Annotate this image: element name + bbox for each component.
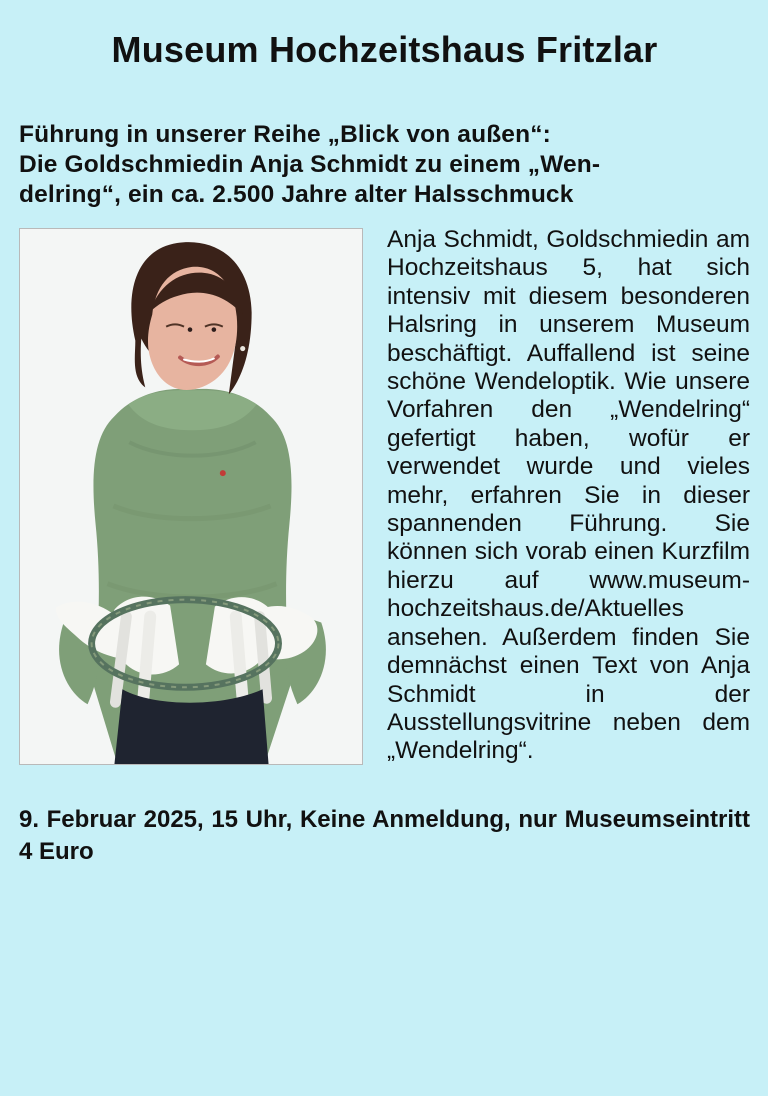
event-details: 9. Februar 2025, 15 Uhr, Keine Anmeldung, nur Museumseintritt 4 Euro [19, 805, 750, 865]
subhead-line: Die Goldschmiedin Anja Schmidt zu einem „Wen- [19, 151, 601, 178]
article-subhead [19, 120, 750, 210]
article-content [19, 226, 750, 868]
page-title: Museum Hochzeitshaus Fritzlar [111, 29, 658, 70]
subhead-line: Führung in unserer Reihe „Blick von außen“: [19, 121, 551, 148]
subhead-line: delring“, ein ca. 2.500 Jahre alter Halsschmuck [19, 181, 574, 208]
goldsmith-photo [19, 228, 363, 765]
article-body: Anja Schmidt, Goldschmiedin am Hochzeitshaus 5, hat sich intensiv mit diesem besonderen Halsring in unserem Museum beschäftigt. Auffallend ist seine schöne Wendeloptik. Wie unsere Vorfahren den „Wendelring“ gefertigt haben, wofür er verwendet wurde und vieles mehr, erfahren Sie in dieser spannenden Führung. Sie können sich vorab einen Kurzfilm hierzu auf www.museum-hochzeitshaus.de/Aktuelles ansehen. Außerdem finden Sie demnächst einen Text von Anja Schmidt in der Ausstellungsvitrine neben dem „Wendelring“. [387, 226, 750, 765]
